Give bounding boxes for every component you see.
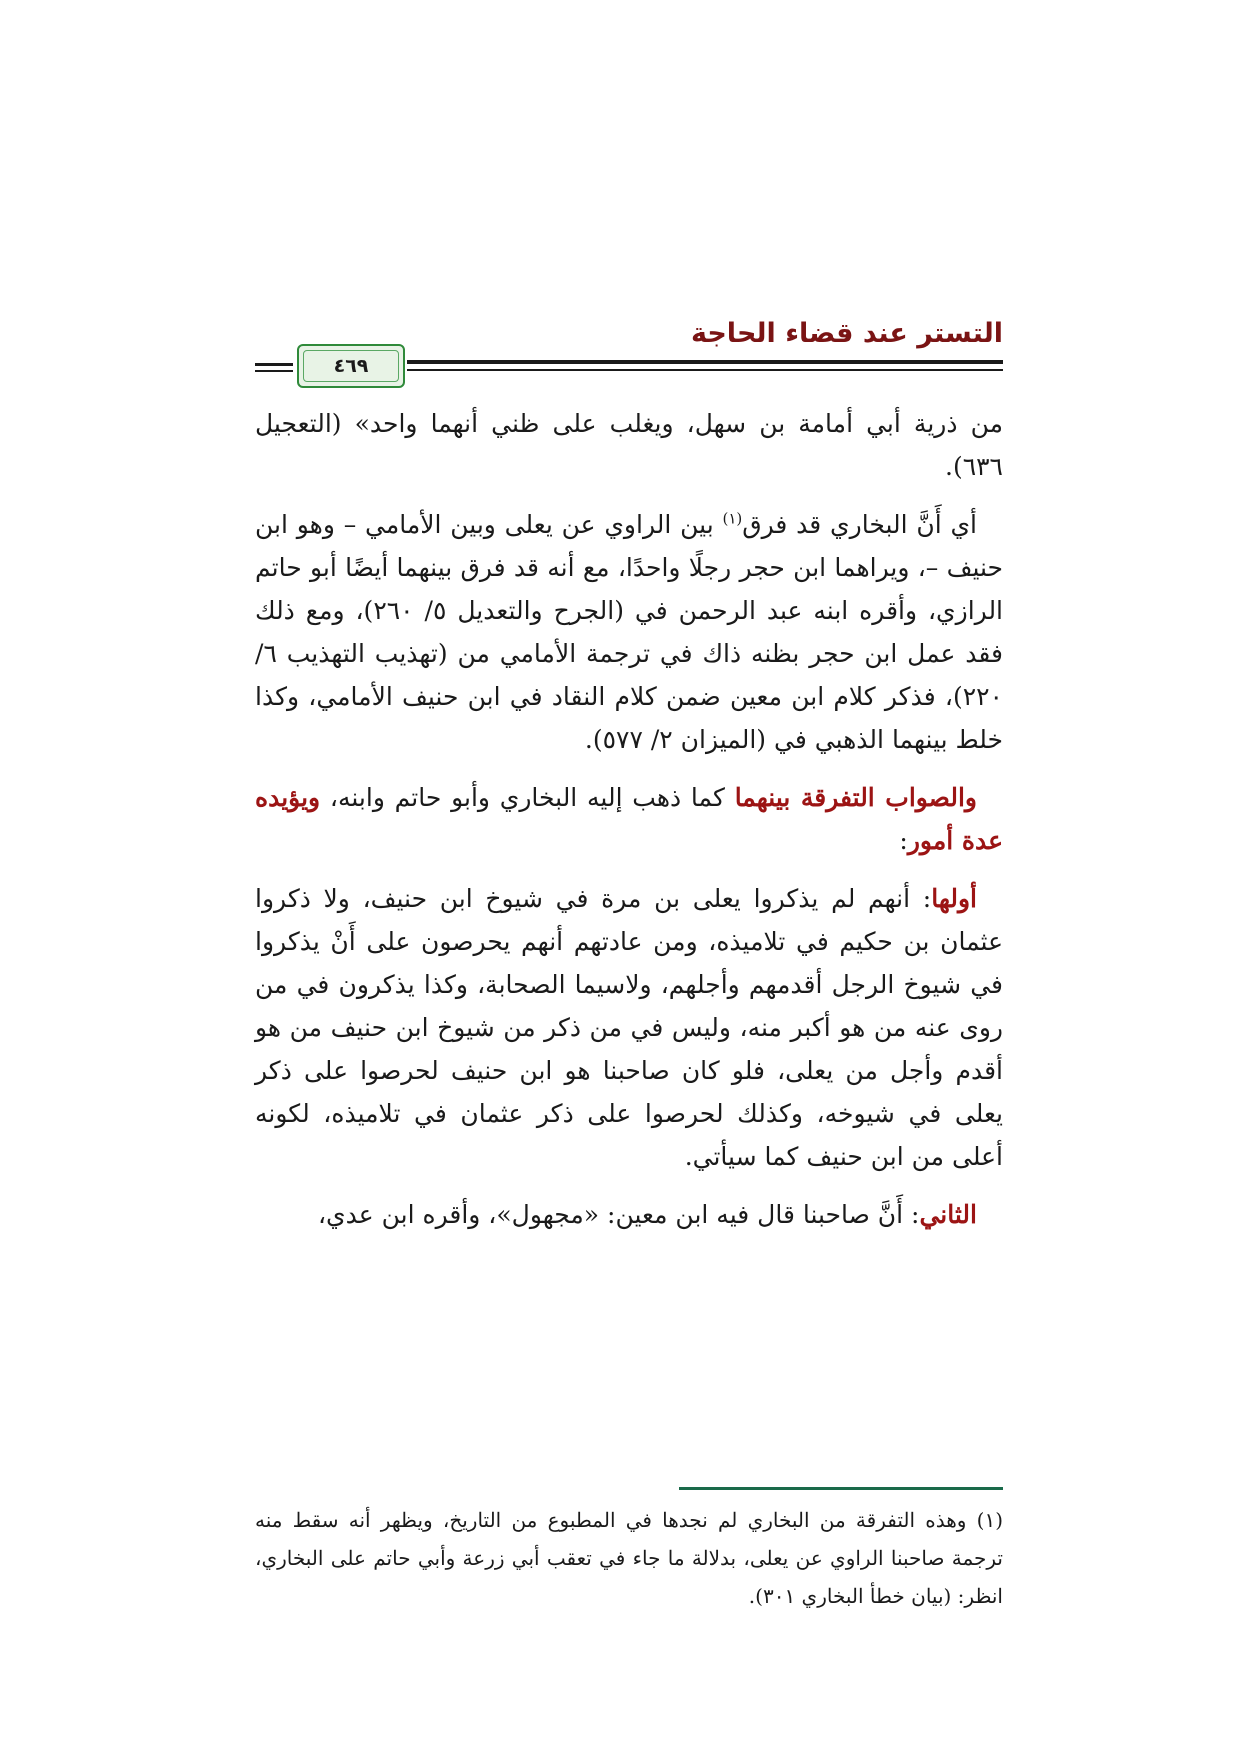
header-rule (255, 363, 293, 366)
highlighted-phrase: والصواب التفرقة بينهما (734, 783, 977, 812)
paragraph-4 (255, 877, 1003, 1178)
paragraph-text: أي أَنَّ البخاري قد فرق (742, 510, 977, 539)
footnote-divider (679, 1487, 1003, 1490)
header-rule (255, 370, 293, 372)
chapter-title: التستر عند قضاء الحاجة (690, 318, 1003, 349)
point-label: أولها (931, 884, 977, 913)
paragraph-3 (255, 776, 1003, 862)
paragraph-text: من ذرية أبي أمامة بن سهل، ويغلب على ظني أنهما واحد» (التعجيل ٦٣٦). (255, 409, 1003, 481)
body-text (255, 402, 1003, 1251)
paragraph-text: : أنهم لم يذكروا يعلى بن مرة في شيوخ ابن حنيف، ولا ذكروا عثمان بن حكيم في تلاميذه، ومن عادتهم أنهم يحرصون على أَنْ يذكروا في شيوخ الرجل أقدمهم وأجلهم، ولاسيما الصحابة، وكذا يذكرون في من روى عنه من هو أكبر منه، وليس في من ذكر من شيوخ ابن حنيف من هو أقدم وأجل من يعلى، فلو كان صاحبنا هو ابن حنيف لحرصوا على ذكر يعلى في شيوخه، وكذلك لحرصوا على ذكر عثمان في تلاميذه، لكونه أعلى من ابن حنيف كما سيأتي. (255, 884, 1003, 1171)
page-number-badge (297, 344, 405, 388)
header-rule (407, 369, 618, 371)
paragraph-1 (255, 402, 1003, 488)
header-rule (618, 369, 1003, 371)
paragraph-5 (255, 1193, 1003, 1236)
paragraph-text: : (899, 826, 908, 855)
paragraph-2 (255, 503, 1003, 761)
paragraph-text: كما ذهب إليه البخاري وأبو حاتم وابنه، (320, 783, 735, 812)
point-label: الثاني (919, 1200, 977, 1229)
highlighted-phrase: ويؤيده عدة أمور (255, 783, 1003, 855)
footnote-1: (١) وهذه التفرقة من البخاري لم نجدها في المطبوع من التاريخ، ويظهر أنه سقط منه ترجمة صاحبنا الراوي عن يعلى، بدلالة ما جاء في تعقب أبي زرعة وأبي حاتم على البخاري، انظر: (بيان خطأ البخاري ٣٠١). (255, 1508, 1003, 1608)
page-header (255, 308, 1003, 388)
paragraph-text: : أَنَّ صاحبنا قال فيه ابن معين: «مجهول»، وأقره ابن عدي، (317, 1200, 920, 1229)
paragraph-text: بين الراوي عن يعلى وبين الأمامي – وهو ابن حنيف –، ويراهما ابن حجر رجلًا واحدًا، مع أنه قد فرق بينهما أيضًا أبو حاتم الرازي، وأقره ابنه عبد الرحمن في (الجرح والتعديل ٥/ ٢٦٠)، ومع ذلك فقد عمل ابن حجر بظنه ذاك في ترجمة الأمامي من (تهذيب التهذيب ٦/ ٢٢٠)، فذكر كلام ابن معين ضمن كلام النقاد في ابن حنيف الأمامي، وكذا خلط بينهما الذهبي في (الميزان ٢/ ٥٧٧). (255, 510, 1004, 754)
footnotes (255, 1501, 1003, 1615)
header-rule (618, 360, 1003, 364)
footnote-marker: (١) (722, 509, 743, 528)
page-number: ٤٦٩ (333, 355, 369, 377)
header-rule (407, 360, 618, 364)
